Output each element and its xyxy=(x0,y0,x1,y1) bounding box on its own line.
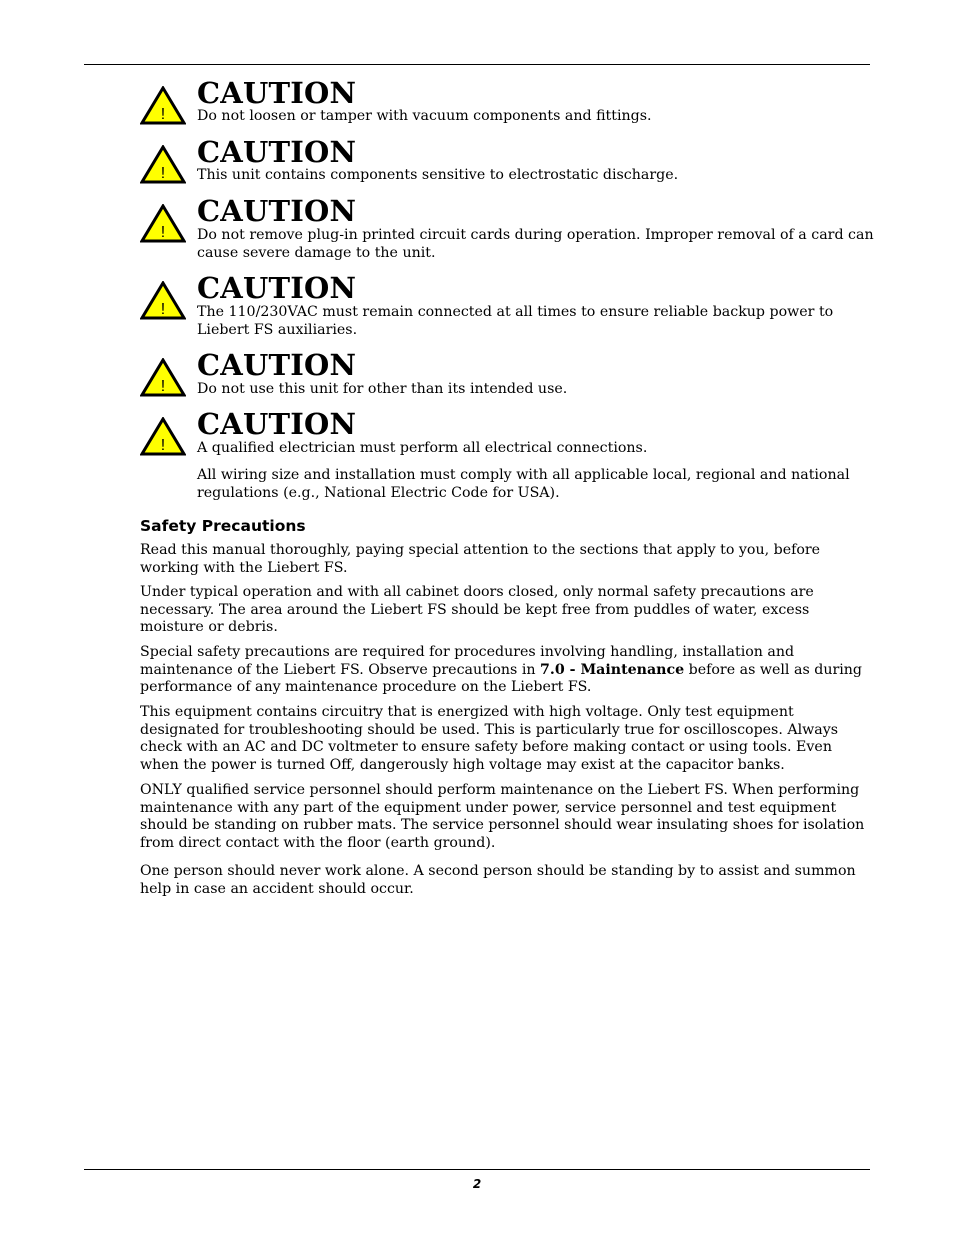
svg-text:!: ! xyxy=(160,301,166,318)
maintenance-reference: 7.0 - Maintenance xyxy=(540,661,685,678)
paragraph: Read this manual thoroughly, paying special attention to the sections that apply to you, before working with the Liebert FS. xyxy=(140,542,821,576)
section-heading-wrap xyxy=(140,517,868,535)
svg-text:!: ! xyxy=(160,165,166,182)
svg-text:!: ! xyxy=(160,437,166,454)
caution-text-secondary: All wiring size and installation must comply with all applicable local, regional and national regulations (e.g., National Electric Code for USA). xyxy=(197,467,850,501)
paragraph: This equipment contains circuitry that is energized with high voltage. Only test equipment designated for troubleshooting should be used. This is particularly true for oscilloscopes. Always check with an AC and DC voltmeter to ensure safety before making contact or using tools. Even when the power is turned Off, dangerously high voltage may exist at the capacitor banks. xyxy=(140,704,839,773)
warning-triangle-icon xyxy=(140,204,186,244)
caution-title: CAUTION xyxy=(197,76,357,110)
paragraph: Under typical operation and with all cabinet doors closed, only normal safety precautions are necessary. The area around the Liebert FS should be kept free from puddles of water, excess moisture or debris. xyxy=(140,584,814,636)
page-number: 2 xyxy=(472,1177,482,1191)
header-rule xyxy=(84,64,870,65)
warning-triangle-icon xyxy=(140,417,186,457)
svg-text:!: ! xyxy=(160,224,166,241)
caution-title: CAUTION xyxy=(197,135,357,169)
paragraph-text: Special safety precautions are required for procedures involving handling, installation and maintenance of the Liebert FS. Observe precautions in xyxy=(140,644,795,678)
caution-text: This unit contains components sensitive to electrostatic discharge. xyxy=(197,167,679,183)
paragraph: ONLY qualified service personnel should perform maintenance on the Liebert FS. When performing maintenance with any part of the equipment under power, service personnel and test equipment should be standing on rubber mats. The service personnel should wear insulating shoes for isolation from direct contact with the floor (earth ground). xyxy=(140,782,865,851)
caution-text: Do not loosen or tamper with vacuum components and fittings. xyxy=(197,108,652,124)
caution-text: Do not remove plug-in printed circuit cards during operation. Improper removal of a card can cause severe damage to the unit. xyxy=(197,227,874,261)
caution-text: A qualified electrician must perform all electrical connections. xyxy=(197,440,648,456)
caution-title: CAUTION xyxy=(197,194,357,228)
svg-text:!: ! xyxy=(160,106,166,123)
caution-text: The 110/230VAC must remain connected at all times to ensure reliable backup power to Liebert FS auxiliaries. xyxy=(197,304,834,338)
section-heading: Safety Precautions xyxy=(140,517,306,535)
caution-title: CAUTION xyxy=(197,348,357,382)
caution-text: Do not use this unit for other than its intended use. xyxy=(197,381,568,397)
caution-title: CAUTION xyxy=(197,407,357,441)
paragraph-text: before as well as during performance of any maintenance procedure on the Liebert FS. xyxy=(140,661,862,696)
footer-rule xyxy=(84,1169,870,1170)
paragraph: One person should never work alone. A second person should be standing by to assist and summon help in case an accident should occur. xyxy=(140,863,856,897)
warning-triangle-icon xyxy=(140,145,186,185)
warning-triangle-icon xyxy=(140,358,186,398)
caution-title: CAUTION xyxy=(197,271,357,305)
paragraph xyxy=(140,644,868,697)
svg-text:!: ! xyxy=(160,378,166,395)
warning-triangle-icon xyxy=(140,281,186,321)
warning-triangle-icon xyxy=(140,86,186,126)
